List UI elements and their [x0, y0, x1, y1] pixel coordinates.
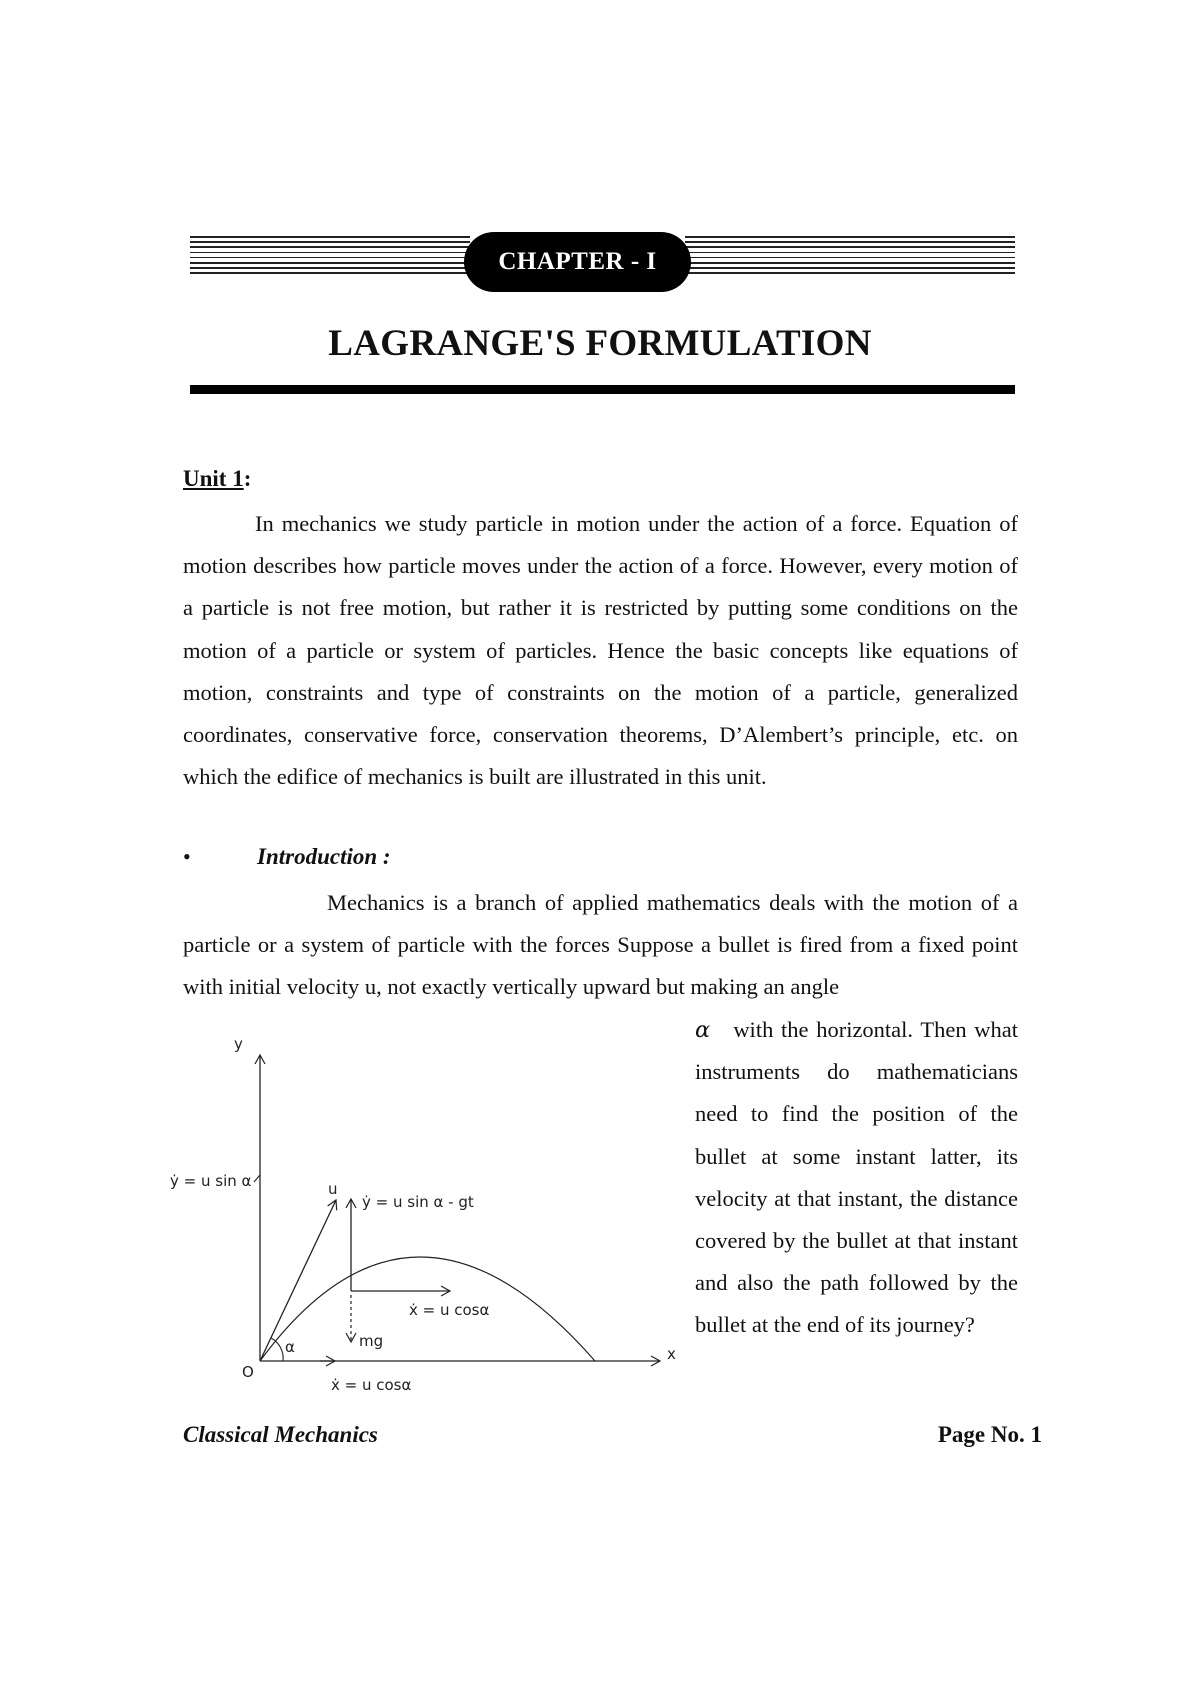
- x-axis-label: x: [667, 1345, 676, 1363]
- figure-side-paragraph: [695, 1009, 1018, 1347]
- unit-intro-paragraph: [183, 503, 1018, 798]
- unit-heading: [183, 466, 251, 492]
- velocity-u-label: u: [328, 1180, 338, 1198]
- footer-page-number: Page No. 1: [937, 1422, 1042, 1447]
- footer-book-title: Classical Mechanics: [183, 1422, 378, 1447]
- horizontal-velocity-at-point-label: ẋ = u cosα: [409, 1301, 490, 1319]
- header-stripes-left: [190, 236, 470, 274]
- angle-label: α: [285, 1338, 295, 1356]
- unit-suffix: :: [243, 466, 252, 491]
- weight-label: mg: [359, 1332, 384, 1350]
- y-velocity-tick: [254, 1175, 260, 1182]
- introduction-heading: Introduction :: [257, 844, 391, 869]
- initial-velocity-arrow: [260, 1200, 336, 1361]
- y-axis-label: y: [234, 1035, 243, 1053]
- chapter-title: LAGRANGE'S FORMULATION: [328, 323, 872, 364]
- figure-side-text: with the horizontal. Then what instruments do mathematicians need to find the position of the bullet at some instant latter, its velocity at that instant, the distance covered by the bullet at that instant and also the path followed by the bullet at the end of its journey?: [695, 1017, 1019, 1338]
- chapter-badge: CHAPTER - I: [464, 232, 691, 292]
- header-stripes-right: [685, 236, 1015, 274]
- unit-label: Unit 1: [183, 466, 244, 491]
- title-rule: [190, 385, 1015, 394]
- alpha-symbol: α: [695, 1017, 711, 1043]
- angle-arc: [271, 1338, 283, 1361]
- origin-horizontal-velocity-label: ẋ = u cosα: [331, 1376, 412, 1394]
- introduction-text: Mechanics is a branch of applied mathematics deals with the motion of a particle or a system of particle with the forces Suppose a bullet is fired from a fixed point with initial velocity u, not exactly vertically upward but making an angle: [183, 890, 1018, 1000]
- bullet-icon: •: [183, 844, 191, 869]
- initial-vertical-velocity-label: ẏ = u sin α: [170, 1172, 252, 1190]
- introduction-paragraph: [183, 882, 1018, 1009]
- origin-label: O: [242, 1363, 254, 1381]
- unit-intro-text: In mechanics we study particle in motion under the action of a force. Equation of motion describes how particle moves under the action of a force. However, every motion of a particle is not free motion, but rather it is restricted by putting some conditions on the motion of a particle or system of particles. Hence the basic concepts like equations of motion, constraints and type of constraints on the motion of a particle, generalized coordinates, conservative force, conservation theorems, D’Alembert’s principle, etc. on which the edifice of mechanics is built are illustrated in this unit.: [183, 511, 1018, 790]
- vertical-velocity-at-point-label: ẏ = u sin α - gt: [362, 1193, 474, 1211]
- projectile-diagram: [155, 1005, 675, 1400]
